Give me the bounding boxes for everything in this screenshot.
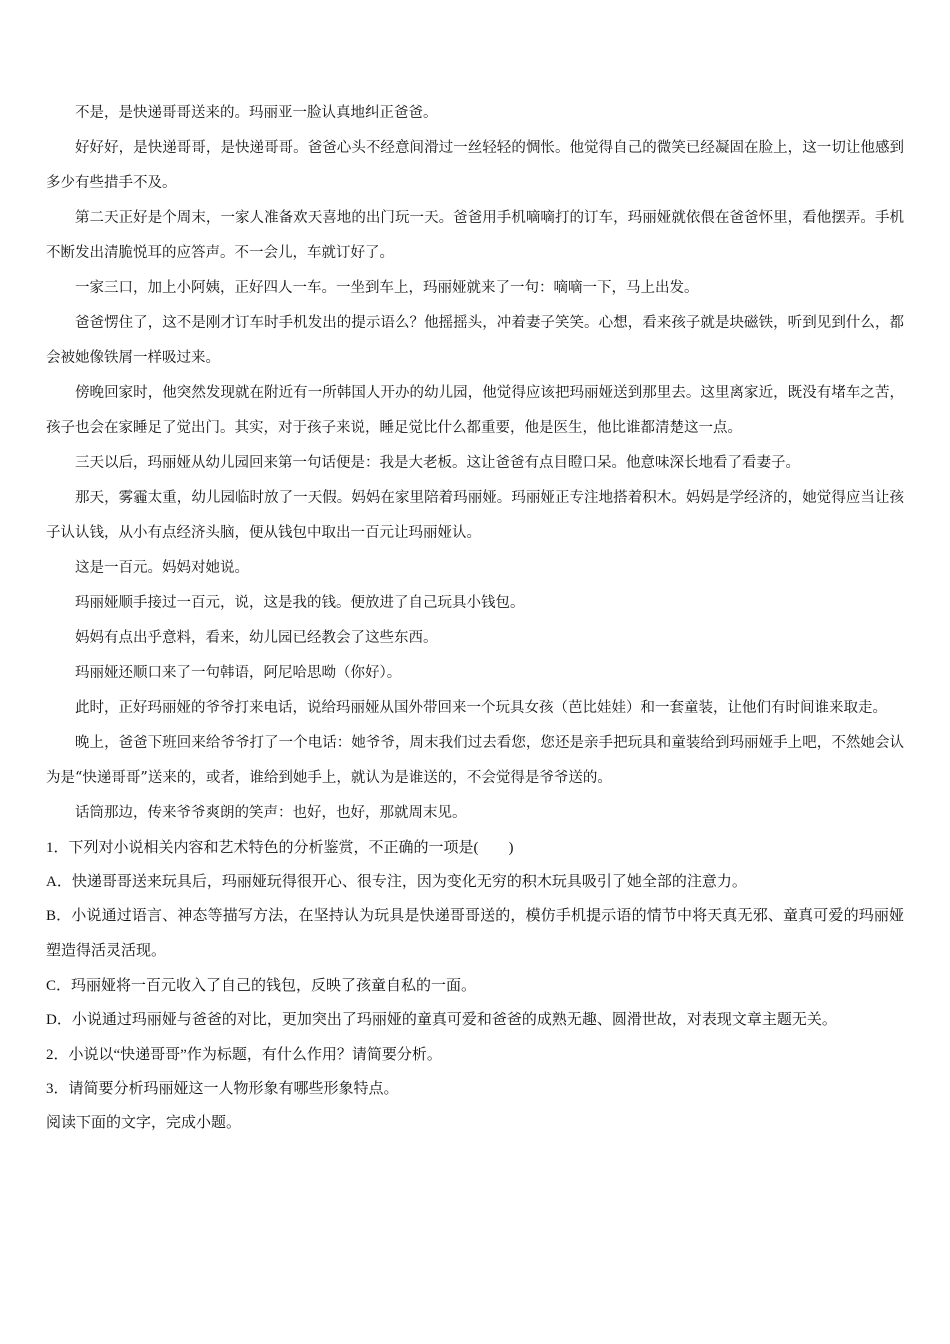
story-paragraph: 三天以后，玛丽娅从幼儿园回来第一句话便是：我是大老板。这让爸爸有点目瞪口呆。他意味深长地看了看妻子。 (75, 455, 800, 471)
story-paragraph: 玛丽娅顺手接过一百元，说，这是我的钱。便放进了自己玩具小钱包。 (75, 595, 525, 611)
story-paragraph: 爸爸愣住了，这不是刚才订车时手机发出的提示语么？他摇摇头，冲着妻子笑笑。心想，看来孩子就是块磁铁，听到见到什么，都会被她像铁屑一样吸过来。 (46, 315, 904, 366)
story-paragraph: 玛丽娅还顺口来了一句韩语，阿尼哈思呦（你好）。 (75, 665, 402, 681)
story-paragraph: 好好好，是快递哥哥，是快递哥哥。爸爸心头不经意间滑过一丝轻轻的惆怅。他觉得自己的微笑已经凝固在脸上，这一切让他感到多少有些措手不及。 (46, 140, 904, 191)
story-paragraph: 傍晚回家时，他突然发现就在附近有一所韩国人开办的幼儿园，他觉得应该把玛丽娅送到那里去。这里离家近，既没有堵车之苦，孩子也会在家睡足了觉出门。其实，对于孩子来说，睡足觉比什么都重要，他是医生，他比谁都清楚这一点。 (46, 385, 904, 436)
story-paragraph: 不是，是快递哥哥送来的。玛丽亚一脸认真地纠正爸爸。 (75, 105, 438, 121)
question-1-option-b: B．小说通过语言、神态等描写方法，在坚持认为玩具是快递哥哥送的，模仿手机提示语的情节中将天真无邪、童真可爱的玛丽娅塑造得活灵活现。 (46, 908, 904, 959)
question-1-option-a: A．快递哥哥送来玩具后，玛丽娅玩得很开心、很专注，因为变化无穷的积木玩具吸引了她全部的注意力。 (46, 874, 747, 890)
story-paragraph: 这是一百元。妈妈对她说。 (75, 560, 249, 576)
next-section-instruction: 阅读下面的文字，完成小题。 (46, 1115, 242, 1131)
story-paragraph: 那天，雾霾太重，幼儿园临时放了一天假。妈妈在家里陪着玛丽娅。玛丽娅正专注地搭着积木。妈妈是学经济的，她觉得应当让孩子认认钱，从小有点经济头脑，便从钱包中取出一百元让玛丽娅认。 (46, 490, 904, 541)
question-section (46, 831, 904, 1140)
question-2: 2．小说以“快递哥哥”作为标题，有什么作用？请简要分析。 (46, 1047, 442, 1063)
story-paragraph: 晚上，爸爸下班回来给爷爷打了一个电话：她爷爷，周末我们过去看您，您还是亲手把玩具和童装给到玛丽娅手上吧，不然她会认为是“快递哥哥”送来的，或者，谁给到她手上，就认为是谁送的，不会觉得是爷爷送的。 (46, 735, 904, 786)
story-paragraph: 妈妈有点出乎意料，看来，幼儿园已经教会了这些东西。 (75, 630, 438, 646)
story-paragraph: 此时，正好玛丽娅的爷爷打来电话，说给玛丽娅从国外带回来一个玩具女孩（芭比娃娃）和一套童装，让他们有时间谁来取走。 (75, 700, 887, 716)
story-paragraph: 话筒那边，传来爷爷爽朗的笑声：也好，也好，那就周末见。 (75, 805, 467, 821)
question-3: 3．请简要分析玛丽娅这一人物形象有哪些形象特点。 (46, 1081, 399, 1097)
question-1-option-c: C．玛丽娅将一百元收入了自己的钱包，反映了孩童自私的一面。 (46, 978, 477, 994)
story-paragraph: 一家三口，加上小阿姨，正好四人一车。一坐到车上，玛丽娅就来了一句：嘀嘀一下，马上出发。 (75, 280, 699, 296)
question-1-option-d: D．小说通过玛丽娅与爸爸的对比，更加突出了玛丽娅的童真可爱和爸爸的成熟无趣、圆滑世故，对表现文章主题无关。 (46, 1012, 837, 1028)
story-text (46, 96, 904, 831)
story-paragraph: 第二天正好是个周末，一家人准备欢天喜地的出门玩一天。爸爸用手机嘀嘀打的订车，玛丽娅就依偎在爸爸怀里，看他摆弄。手机不断发出清脆悦耳的应答声。不一会儿，车就订好了。 (46, 210, 904, 261)
question-1: 1．下列对小说相关内容和艺术特色的分析鉴赏，不正确的一项是( ) (46, 840, 514, 856)
